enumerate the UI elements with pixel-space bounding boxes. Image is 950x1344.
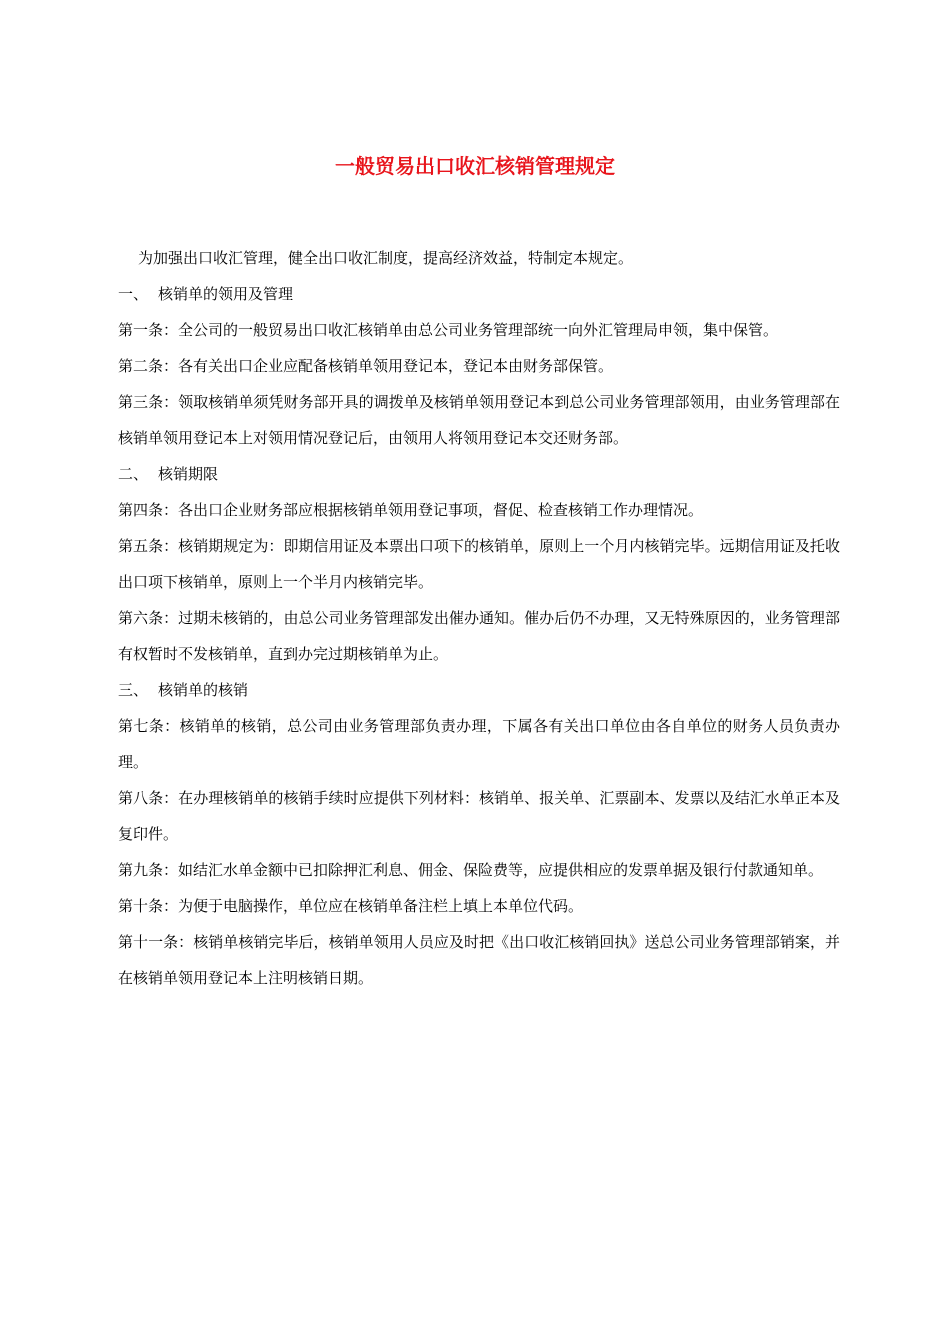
article (118, 600, 840, 672)
article-text: 过期未核销的，由总公司业务管理部发出催办通知。催办后仍不办理，又无特殊原因的，业务管理部有权暂时不发核销单，直到办完过期核销单为止。 (118, 609, 840, 663)
article-label: 第五条： (118, 537, 179, 555)
section-title: 核销单的领用及管理 (158, 285, 294, 303)
article-text: 核销期规定为：即期信用证及本票出口项下的核销单，原则上一个月内核销完毕。远期信用证及托收出口项下核销单，原则上一个半月内核销完毕。 (118, 537, 840, 591)
article-label: 第十条： (118, 897, 179, 915)
article-text: 为便于电脑操作，单位应在核销单备注栏上填上本单位代码。 (178, 897, 584, 915)
article-text: 全公司的一般贸易出口收汇核销单由总公司业务管理部统一向外汇管理局申领，集中保管。 (178, 321, 779, 339)
article (118, 528, 840, 600)
article (118, 924, 840, 996)
article-label: 第三条： (118, 393, 179, 411)
article-label: 第六条： (118, 609, 179, 627)
article (118, 852, 840, 888)
article (118, 780, 840, 852)
article-label: 第八条： (118, 789, 179, 807)
section-heading (118, 276, 840, 312)
section-heading (118, 672, 840, 708)
article (118, 888, 840, 924)
document-body (118, 240, 840, 996)
article (118, 312, 840, 348)
article-label: 第九条： (118, 861, 179, 879)
article-text: 各出口企业财务部应根据核销单领用登记事项，督促、检查核销工作办理情况。 (178, 501, 704, 519)
article-text: 各有关出口企业应配备核销单领用登记本，登记本由财务部保管。 (178, 357, 614, 375)
article-text: 如结汇水单金额中已扣除押汇利息、佣金、保险费等，应提供相应的发票单据及银行付款通知单。 (178, 861, 824, 879)
article-text: 核销单核销完毕后，核销单领用人员应及时把《出口收汇核销回执》送总公司业务管理部销案，并在核销单领用登记本上注明核销日期。 (118, 933, 840, 987)
section-number: 三、 (118, 681, 149, 699)
section-number: 二、 (118, 465, 149, 483)
section-number: 一、 (118, 285, 149, 303)
article-label: 第一条： (118, 321, 179, 339)
article-label: 第二条： (118, 357, 179, 375)
page-title: 一般贸易出口收汇核销管理规定 (335, 154, 615, 178)
section-title: 核销期限 (158, 465, 219, 483)
article-text: 在办理核销单的核销手续时应提供下列材料：核销单、报关单、汇票副本、发票以及结汇水单正本及复印件。 (118, 789, 840, 843)
article (118, 348, 840, 384)
article-label: 第四条： (118, 501, 179, 519)
section-title: 核销单的核销 (158, 681, 249, 699)
section-heading (118, 456, 840, 492)
article (118, 708, 840, 780)
article-text: 核销单的核销，总公司由业务管理部负责办理，下属各有关出口单位由各自单位的财务人员负责办理。 (118, 717, 840, 771)
article (118, 492, 840, 528)
intro-paragraph: 为加强出口收汇管理，健全出口收汇制度，提高经济效益，特制定本规定。 (138, 249, 634, 267)
article-label: 第七条： (118, 717, 180, 735)
article (118, 384, 840, 456)
article-text: 领取核销单须凭财务部开具的调拨单及核销单领用登记本到总公司业务管理部领用，由业务管理部在核销单领用登记本上对领用情况登记后，由领用人将领用登记本交还财务部。 (118, 393, 840, 447)
article-label: 第十一条： (118, 933, 194, 951)
